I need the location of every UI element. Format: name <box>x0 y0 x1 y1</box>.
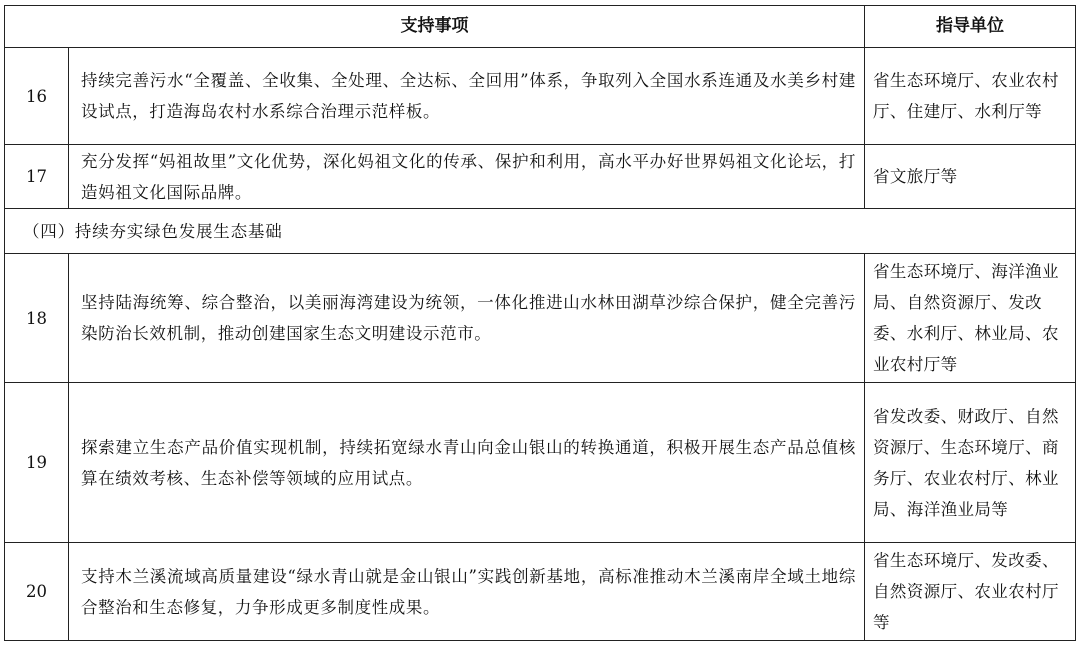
row-number: 18 <box>5 254 69 383</box>
guiding-unit-text: 省生态环境厅、发改委、自然资源厅、农业农村厅等 <box>865 543 1076 641</box>
guiding-unit-text: 省发改委、财政厅、自然资源厅、生态环境厅、商务厅、农业农村厅、林业局、海洋渔业局等 <box>865 383 1076 543</box>
table-row <box>5 145 1076 209</box>
table-row <box>5 543 1076 641</box>
support-item-text: 持续完善污水“全覆盖、全收集、全处理、全达标、全回用”体系，争取列入全国水系连通及水美乡村建设试点，打造海岛农村水系综合治理示范样板。 <box>69 48 865 145</box>
support-item-text: 探索建立生态产品价值实现机制，持续拓宽绿水青山向金山银山的转换通道，积极开展生态产品总值核算在绩效考核、生态补偿等领域的应用试点。 <box>69 383 865 543</box>
row-number: 17 <box>5 145 69 209</box>
row-number: 19 <box>5 383 69 543</box>
guiding-unit-text: 省生态环境厅、海洋渔业局、自然资源厅、发改委、水利厅、林业局、农业农村厅等 <box>865 254 1076 383</box>
header-support-items: 支持事项 <box>5 6 865 48</box>
guiding-unit-text: 省文旅厅等 <box>865 145 1076 209</box>
table-row <box>5 254 1076 383</box>
section-row <box>5 209 1076 254</box>
support-items-table <box>4 5 1076 641</box>
support-item-text: 支持木兰溪流域高质量建设“绿水青山就是金山银山”实践创新基地，高标准推动木兰溪南岸全域土地综合整治和生态修复，力争形成更多制度性成果。 <box>69 543 865 641</box>
table-header-row <box>5 6 1076 48</box>
support-item-text: 坚持陆海统筹、综合整治，以美丽海湾建设为统领，一体化推进山水林田湖草沙综合保护，健全完善污染防治长效机制，推动创建国家生态文明建设示范市。 <box>69 254 865 383</box>
table-row <box>5 383 1076 543</box>
header-guiding-unit: 指导单位 <box>865 6 1076 48</box>
row-number: 20 <box>5 543 69 641</box>
support-item-text: 充分发挥“妈祖故里”文化优势，深化妈祖文化的传承、保护和利用，高水平办好世界妈祖文化论坛，打造妈祖文化国际品牌。 <box>69 145 865 209</box>
guiding-unit-text: 省生态环境厅、农业农村厅、住建厅、水利厅等 <box>865 48 1076 145</box>
table-row <box>5 48 1076 145</box>
section-title: （四）持续夯实绿色发展生态基础 <box>5 209 1076 254</box>
row-number: 16 <box>5 48 69 145</box>
